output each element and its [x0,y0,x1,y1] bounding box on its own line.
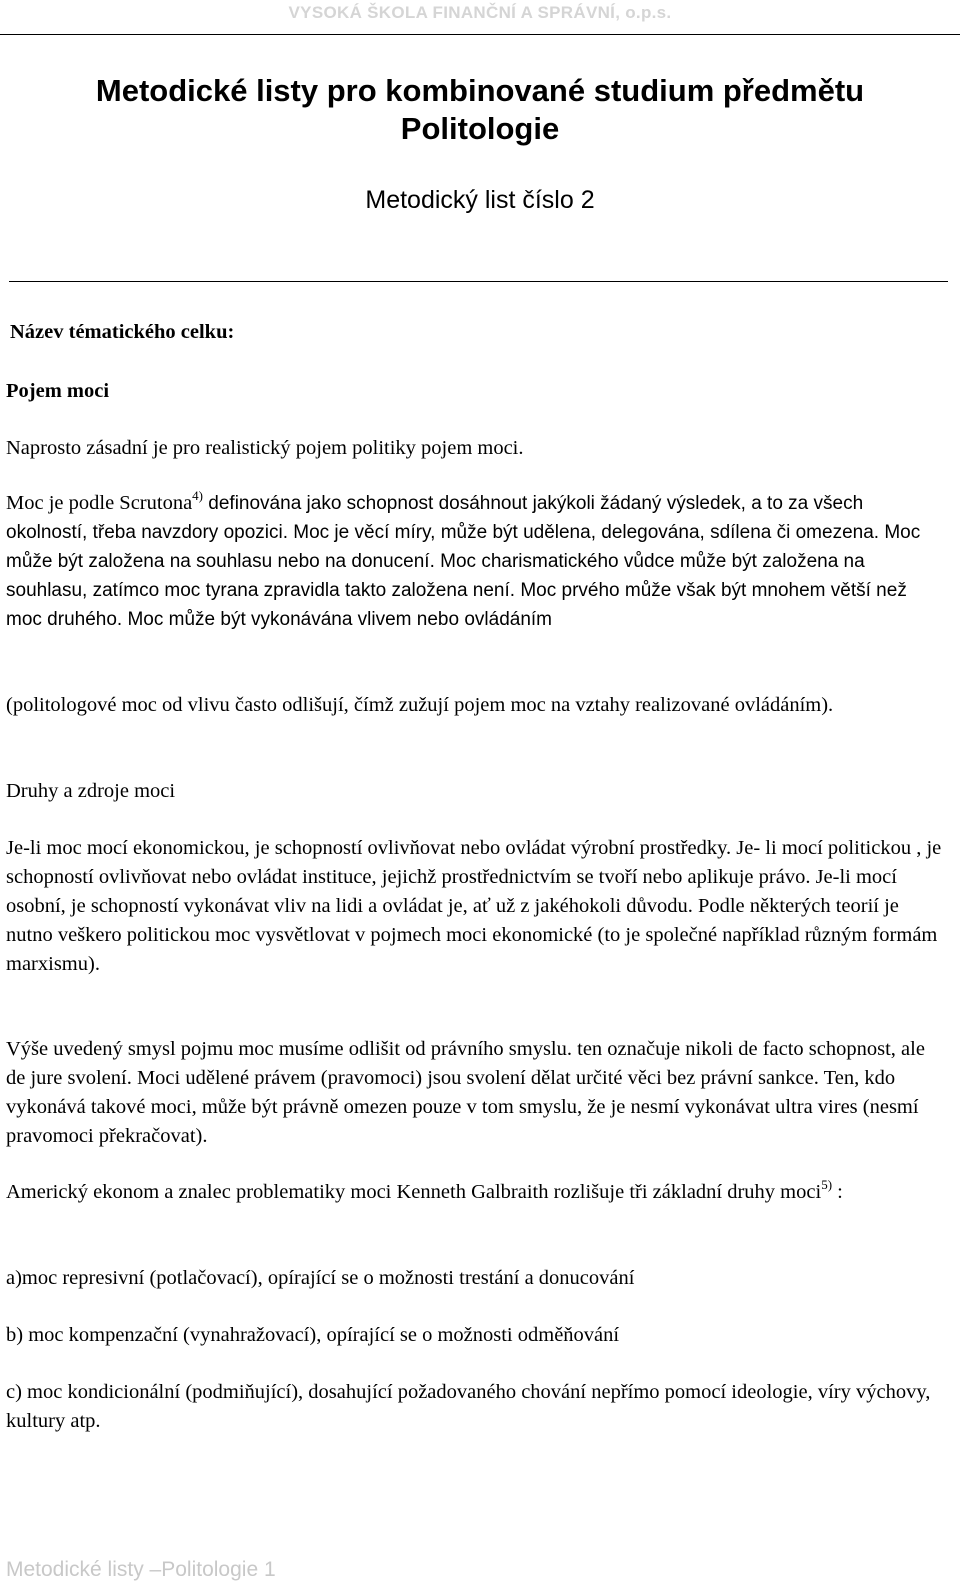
topic-label: Název tématického celku: [10,321,235,343]
scruton-paragraph-start: Moc je podle Scrutona [6,492,193,514]
galbraith-paragraph-end: : [832,1181,843,1203]
school-name-header: VYSOKÁ ŠKOLA FINANČNÍ A SPRÁVNÍ, o.p.s. [288,3,672,22]
galbraith-paragraph-text: Americký ekonom a znalec problematiky moci Kenneth Galbraith rozlišuje tři základní druhy moci [6,1181,822,1203]
intro-paragraph: Naprosto zásadní je pro realistický pojem politiky pojem moci. [6,437,524,459]
politologists-paragraph: (politologové moc od vlivu často odlišují, čímž zužují pojem moc na vztahy realizované ovládáním). [6,694,834,716]
scruton-paragraph-body: definována jako schopnost dosáhnout jakýkoli žádaný výsledek, a to za všech okolností, třeba navzdory opozici. Moc je věcí míry, může být udělena, delegována, sdílena či omezena. Moc může být založena na souhlasu nebo na donucení. Moc charismatického vůdce může být založena na souhlasu, zatímco moc tyrana zpravidla takto založena není. Moc prvého může však být mnohem větší než moc druhého. Moc může být vykonávána vlivem nebo ovládáním [6,493,921,630]
header-rule [0,34,960,35]
document-subtitle: Metodický list číslo 2 [365,186,595,214]
topic-name: Pojem moci [6,380,110,402]
separator-rule [9,281,948,282]
title-line-2: Politologie [400,111,560,146]
page-footer: Metodické listy –Politologie 1 [6,1558,276,1581]
footnote-ref-4: 4) [192,488,204,503]
power-types-paragraph: Je-li moc mocí ekonomickou, je schopností ovlivňovat nebo ovládat výrobní prostředky. Je- li mocí politickou , je schopností ovlivňovat nebo ovládat instituce, jejichž prostřednictvím se tvoří nebo aplikuje právo. Je-li mocí osobní, je schopností vykonávat vliv na lidi a ovládat je, ať už z jakéhokoli důvodu. Podle některých teorií je nutno veškero politickou moc vysvětlovat v pojmech moci ekonomické (to je společné například různým formám marxismu). [6,837,942,975]
list-item-a: a)moc represivní (potlačovací), opírající se o možnosti trestání a donucování [6,1267,635,1289]
title-line-1: Metodické listy pro kombinované studium předmětu [95,73,865,108]
document-title [0,72,960,148]
list-item-b: b) moc kompenzační (vynahražovací), opírající se o možnosti odměňování [6,1324,620,1346]
legal-sense-paragraph: Výše uvedený smysl pojmu moc musíme odlišit od právního smyslu. ten označuje nikoli de facto schopnost, ale de jure svolení. Moci udělené právem (pravomoci) jsou svolení dělat určité věci bez právní sankce. Ten, kdo vykonává takové moci, může být právně omezen pouze v tom smyslu, že je nesmí vykonávat ultra vires (nesmí pravomoci překračovat). [6,1038,925,1147]
section-heading-types: Druhy a zdroje moci [6,780,176,802]
galbraith-paragraph [6,1178,946,1207]
footnote-ref-5: 5) [821,1177,833,1192]
list-item-c: c) moc kondicionální (podmiňující), dosahující požadovaného chování nepřímo pomocí ideologie, víry výchovy, kultury atp. [6,1381,931,1432]
scruton-paragraph [6,489,946,634]
